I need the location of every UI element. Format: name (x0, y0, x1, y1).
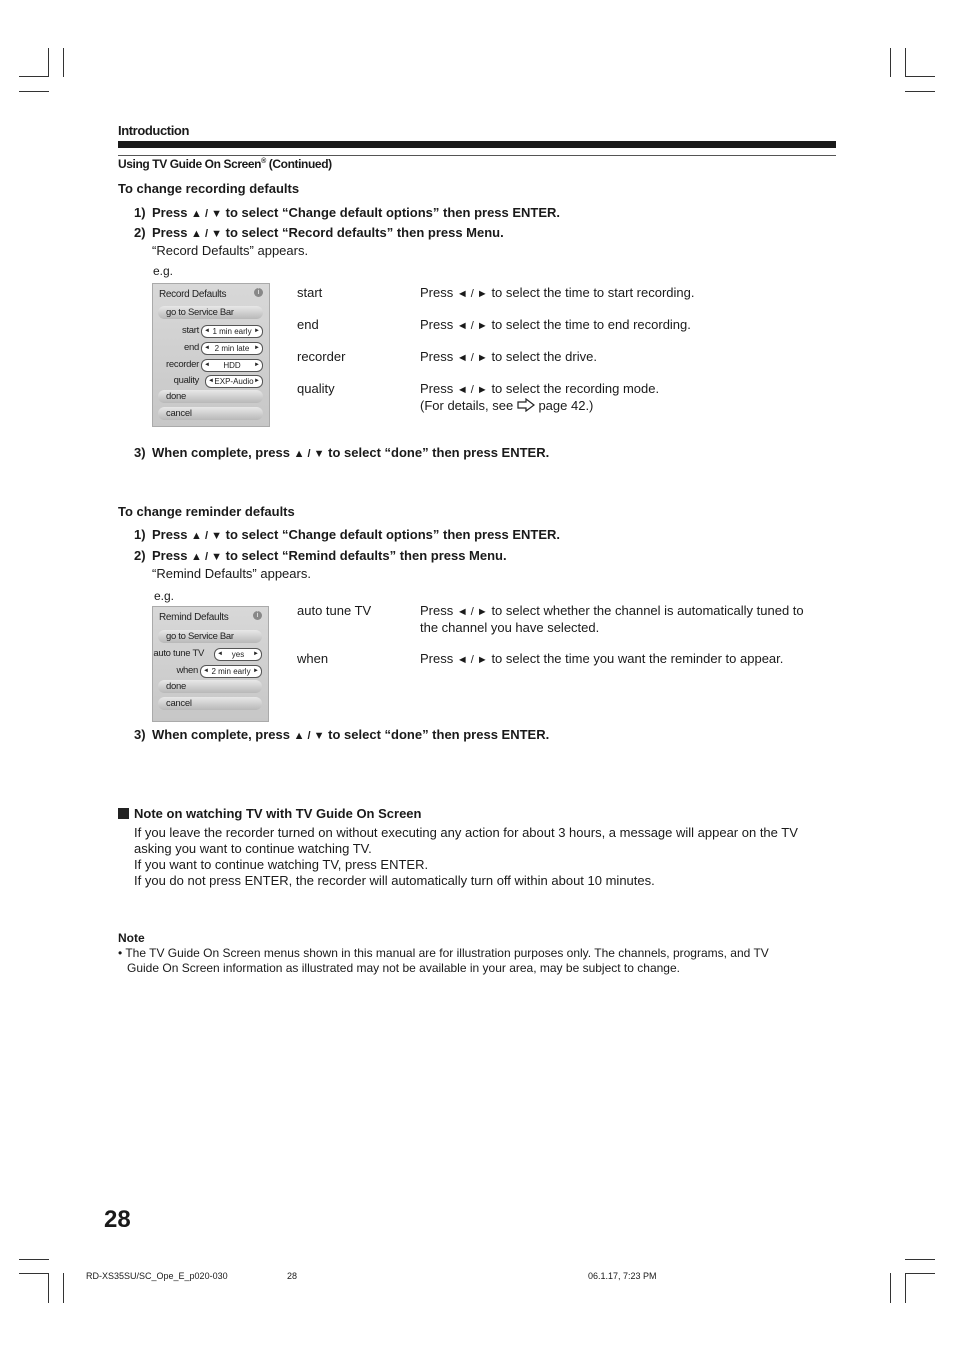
crop-mark (19, 1273, 49, 1274)
left-right-arrows-icon: ◄ / ► (456, 654, 488, 666)
crop-mark (890, 48, 891, 77)
left-arrow-icon: ◄ (204, 328, 210, 334)
item-desc-recorder: Press ◄ / ► to select the drive. (420, 349, 597, 364)
header-bar (118, 141, 836, 148)
see-page-arrow-icon (517, 398, 535, 412)
page-number: 28 (104, 1206, 131, 1233)
recording-eg: e.g. (153, 264, 174, 278)
left-arrow-icon: ◄ (217, 651, 223, 657)
cancel-button[interactable]: cancel (158, 407, 263, 420)
up-down-arrows-icon: ▲ / ▼ (191, 551, 222, 563)
note-watch-body: If you leave the recorder turned on without executing any action for about 3 hours, a message will appear on the TV asking you want to continue watching TV. If you want to continue watching TV, press ENTER. If you do not press ENTER, the recorder will automatically turn off within about 10 minutes. (134, 825, 798, 888)
right-arrow-icon: ► (254, 378, 260, 384)
info-icon: i (253, 611, 262, 620)
item-name-when: when (297, 651, 329, 666)
item-desc-when: Press ◄ / ► to select the time you want the reminder to appear. (420, 651, 784, 666)
right-arrow-icon: ► (254, 345, 260, 351)
menu-title: Record Defaults (159, 289, 227, 300)
crop-mark (48, 1273, 49, 1303)
cancel-button[interactable]: cancel (158, 697, 262, 710)
left-right-arrows-icon: ◄ / ► (456, 288, 488, 300)
footer-page: 28 (287, 1271, 298, 1281)
done-button[interactable]: done (158, 680, 262, 693)
item-desc-auto-tune-tv: Press ◄ / ► to select whether the channel is automatically tuned to the channel you have selected. (420, 603, 804, 635)
reminder-step-2: 2) Press ▲ / ▼ to select “Remind defaults” then press Menu. (134, 548, 507, 563)
go-to-service-bar-button[interactable]: go to Service Bar (158, 630, 262, 643)
reminder-appears: “Remind Defaults” appears. (152, 566, 311, 581)
up-down-arrows-icon: ▲ / ▼ (191, 208, 222, 220)
right-arrow-icon: ► (254, 362, 260, 368)
crop-mark (905, 48, 906, 77)
item-desc-end: Press ◄ / ► to select the time to end recording. (420, 317, 691, 332)
done-button[interactable]: done (158, 390, 263, 403)
subsection-title: Using TV Guide On Screen® (Continued) (118, 157, 332, 171)
crop-mark (63, 1273, 64, 1303)
note-title: Note (118, 931, 145, 945)
left-right-arrows-icon: ◄ / ► (456, 384, 488, 396)
crop-mark (19, 91, 49, 92)
recording-step-1: 1) Press ▲ / ▼ to select “Change default options” then press ENTER. (134, 205, 561, 220)
reminder-heading: To change reminder defaults (118, 504, 295, 519)
recording-step-3: 3) When complete, press ▲ / ▼ to select “done” then press ENTER. (134, 445, 550, 460)
record-defaults-menu (152, 283, 270, 427)
reminder-step-1: 1) Press ▲ / ▼ to select “Change default options” then press ENTER. (134, 527, 561, 542)
right-arrow-icon: ► (253, 651, 259, 657)
square-bullet-icon (118, 808, 129, 819)
reminder-eg: e.g. (154, 589, 175, 603)
item-name-quality: quality (297, 381, 335, 396)
recording-heading: To change recording defaults (118, 181, 300, 196)
left-right-arrows-icon: ◄ / ► (456, 606, 488, 618)
menu-row-end[interactable]: end ◄ 2 min late ► (153, 341, 263, 354)
menu-row-when[interactable]: when ◄ 2 min early ► (153, 664, 262, 677)
left-right-arrows-icon: ◄ / ► (456, 320, 488, 332)
up-down-arrows-icon: ▲ / ▼ (191, 530, 222, 542)
info-icon: i (254, 288, 263, 297)
menu-row-auto-tune-tv[interactable]: auto tune TV ◄ yes ► (153, 647, 262, 660)
when-value[interactable]: ◄ 2 min early ► (200, 665, 262, 678)
left-right-arrows-icon: ◄ / ► (456, 352, 488, 364)
item-name-start: start (297, 285, 323, 300)
menu-row-recorder[interactable]: recorder ◄ HDD ► (153, 358, 263, 371)
right-arrow-icon: ► (253, 668, 259, 674)
up-down-arrows-icon: ▲ / ▼ (293, 448, 325, 460)
crop-mark (63, 48, 64, 77)
crop-mark (905, 1259, 935, 1260)
note-body: • The TV Guide On Screen menus shown in this manual are for illustration purposes only. The channels, programs, and TV Guide On Screen information as illustrated may not be available in your area, may be subject to change. (118, 946, 769, 975)
auto-tune-tv-value[interactable]: ◄ yes ► (214, 648, 262, 661)
footer-file: RD-XS35SU/SC_Ope_E_p020-030 (86, 1271, 228, 1281)
up-down-arrows-icon: ▲ / ▼ (191, 228, 222, 240)
item-name-auto-tune-tv: auto tune TV (297, 603, 372, 618)
crop-mark (905, 76, 935, 77)
end-value[interactable]: ◄ 2 min late ► (201, 342, 263, 355)
footer-timestamp: 06.1.17, 7:23 PM (588, 1271, 657, 1281)
up-down-arrows-icon: ▲ / ▼ (293, 730, 325, 742)
reminder-step-3: 3) When complete, press ▲ / ▼ to select “done” then press ENTER. (134, 727, 550, 742)
recorder-value[interactable]: ◄ HDD ► (201, 359, 263, 372)
left-arrow-icon: ◄ (203, 668, 209, 674)
crop-mark (19, 1259, 49, 1260)
crop-mark (905, 1273, 906, 1303)
crop-mark (19, 76, 49, 77)
crop-mark (48, 48, 49, 77)
item-desc-start: Press ◄ / ► to select the time to start recording. (420, 285, 695, 300)
remind-defaults-menu (152, 606, 269, 722)
crop-mark (905, 1273, 935, 1274)
recording-appears: “Record Defaults” appears. (152, 243, 309, 258)
item-desc-quality: Press ◄ / ► to select the recording mode. (For details, see page 42.) (420, 381, 660, 413)
menu-title: Remind Defaults (159, 612, 229, 623)
note-watch-title: Note on watching TV with TV Guide On Screen (118, 806, 421, 821)
start-value[interactable]: ◄ 1 min early ► (201, 325, 263, 338)
left-arrow-icon: ◄ (208, 378, 214, 384)
crop-mark (905, 91, 935, 92)
left-arrow-icon: ◄ (204, 362, 210, 368)
item-name-recorder: recorder (297, 349, 346, 364)
item-name-end: end (297, 317, 319, 332)
header-rule (118, 155, 836, 156)
menu-row-quality[interactable]: quality ◄ EXP-Audio ► (153, 374, 263, 387)
quality-value[interactable]: ◄ EXP-Audio ► (205, 375, 263, 388)
left-arrow-icon: ◄ (204, 345, 210, 351)
menu-row-start[interactable]: start ◄ 1 min early ► (153, 324, 263, 337)
crop-mark (890, 1273, 891, 1303)
recording-step-2: 2) Press ▲ / ▼ to select “Record defaults” then press Menu. (134, 225, 504, 240)
right-arrow-icon: ► (254, 328, 260, 334)
go-to-service-bar-button[interactable]: go to Service Bar (158, 306, 263, 319)
section-title: Introduction (118, 123, 190, 138)
